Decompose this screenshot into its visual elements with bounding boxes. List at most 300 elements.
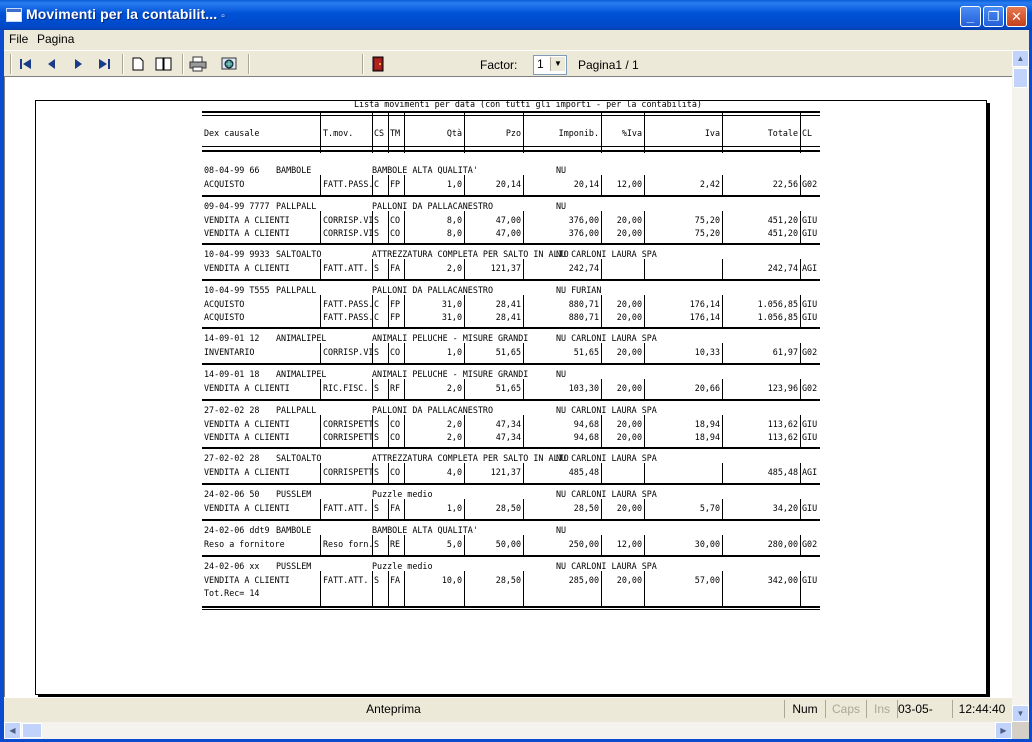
- group-header: [202, 165, 820, 177]
- column-header: Pzo: [505, 128, 521, 138]
- report-column-line: [800, 175, 801, 195]
- table-cell: S: [374, 263, 380, 273]
- report-column-line: [464, 343, 465, 363]
- group-header-field: ANIMALIPEL: [276, 369, 327, 379]
- table-cell: S: [374, 228, 380, 238]
- toolbar: [4, 50, 1012, 78]
- group-header-field: 14-09-01 12: [204, 333, 260, 343]
- factor-label: Factor:: [480, 58, 518, 72]
- status-time: 12:44:40: [952, 700, 1011, 718]
- group-header-field: 08-04-99 66: [204, 165, 260, 175]
- group-header-field: NU: [556, 525, 567, 535]
- maximize-icon: ❐: [987, 9, 1000, 24]
- group-header: [202, 249, 820, 261]
- group-header-field: PUSSLEM: [276, 489, 312, 499]
- report-column-line: [372, 499, 373, 519]
- report-column-line: [464, 259, 465, 279]
- report-column-line: [388, 415, 389, 447]
- table-cell: 22,56: [772, 179, 798, 189]
- menu-file[interactable]: File: [9, 32, 29, 46]
- report-column-line: [372, 463, 373, 483]
- report-column-line: [601, 295, 602, 327]
- first-page-icon[interactable]: [16, 54, 36, 74]
- report-column-line: [320, 259, 321, 279]
- group-header-field: NU: [556, 165, 567, 175]
- group-header-field: NU CARLONI LAURA SPA: [556, 333, 657, 343]
- table-cell: 8,0: [446, 228, 462, 238]
- table-cell: CO: [390, 347, 401, 357]
- table-cell: 12,00: [616, 539, 642, 549]
- table-cell: 123,96: [767, 383, 798, 393]
- status-num: Num: [784, 700, 825, 718]
- report-column-line: [388, 463, 389, 483]
- toolbar-separator: [362, 54, 364, 74]
- table-cell: 2,42: [699, 179, 720, 189]
- table-cell: 8,0: [446, 215, 462, 225]
- report-column-line: [722, 415, 723, 447]
- table-cell: 176,14: [689, 299, 720, 309]
- table-row: [202, 419, 820, 431]
- table-cell: 28,41: [495, 312, 521, 322]
- group-header-field: NU FURIAN: [556, 285, 602, 295]
- group-header-field: 27-02-02 28: [204, 405, 260, 415]
- table-cell: CORRISPETT: [323, 467, 374, 477]
- table-cell: 250,00: [568, 539, 599, 549]
- group-header-field: PALLPALL: [276, 201, 317, 211]
- report-rule: [202, 399, 820, 401]
- group-header: [202, 285, 820, 297]
- group-header-field: NU CARLONI LAURA SPA: [556, 453, 657, 463]
- status-bar: [0, 697, 1012, 722]
- vertical-scrollbar[interactable]: [1012, 50, 1029, 722]
- report-column-line: [800, 463, 801, 483]
- report-column-line: [404, 211, 405, 243]
- table-cell: 285,00: [568, 575, 599, 585]
- table-cell: CORRISP.VI: [323, 228, 374, 238]
- table-cell: 280,00: [767, 539, 798, 549]
- table-cell: 18,94: [694, 432, 720, 442]
- table-cell: 57,00: [694, 575, 720, 585]
- report-column-line: [388, 535, 389, 555]
- table-cell: CO: [390, 215, 401, 225]
- report-rule: [202, 327, 820, 329]
- table-cell: FA: [390, 263, 401, 273]
- report-column-line: [464, 295, 465, 327]
- group-header: [202, 201, 820, 213]
- export-icon[interactable]: [220, 54, 240, 74]
- report-column-line: [601, 343, 602, 363]
- vertical-scroll-thumb[interactable]: [1013, 68, 1028, 88]
- table-row: [202, 299, 820, 311]
- menu-pagina[interactable]: Pagina: [37, 32, 75, 46]
- status-date: 03-05-: [897, 700, 952, 718]
- table-cell: 113,62: [767, 432, 798, 442]
- table-cell: 376,00: [568, 228, 599, 238]
- table-cell: 28,50: [573, 503, 599, 513]
- report-column-line: [722, 175, 723, 195]
- report-column-line: [404, 259, 405, 279]
- maximize-button[interactable]: [983, 6, 1004, 27]
- table-cell: GIU: [802, 215, 818, 225]
- group-header-field: NU: [556, 369, 567, 379]
- table-cell: S: [374, 467, 380, 477]
- table-cell: VENDITA A CLIENTI: [204, 215, 290, 225]
- report-column-line: [644, 259, 645, 279]
- scroll-down-button[interactable]: ▼: [1012, 705, 1029, 722]
- report-rule: [202, 447, 820, 449]
- toolbar-separator: [182, 54, 184, 74]
- report-column-line: [372, 211, 373, 243]
- table-cell: 51,65: [495, 383, 521, 393]
- table-cell: Reso a fornitore: [204, 539, 285, 549]
- table-cell: GIU: [802, 575, 818, 585]
- group-header-field: PALLONI DA PALLACANESTRO: [372, 201, 494, 211]
- group-header-field: 24-02-06 50: [204, 489, 260, 499]
- scroll-up-button[interactable]: ▲: [1012, 50, 1029, 67]
- group-header-field: Puzzle medio: [372, 489, 433, 499]
- window-icon[interactable]: [6, 8, 22, 22]
- table-cell: CORRISP.VI: [323, 215, 374, 225]
- table-cell: 20,00: [616, 299, 642, 309]
- table-cell: 5,70: [699, 503, 720, 513]
- group-header-field: BAMBOLE ALTA QUALITA': [372, 525, 478, 535]
- report-column-line: [404, 175, 405, 195]
- report-column-line: [722, 571, 723, 606]
- report-column-line: [644, 175, 645, 195]
- column-header: TM: [390, 128, 401, 138]
- table-cell: C: [374, 179, 380, 189]
- table-cell: FATT.ATT.: [323, 575, 369, 585]
- table-cell: 94,68: [573, 432, 599, 442]
- table-cell: 10,0: [441, 575, 462, 585]
- table-cell: 28,41: [495, 299, 521, 309]
- table-cell: 1,0: [446, 179, 462, 189]
- table-cell: 451,20: [767, 228, 798, 238]
- report-rule: [202, 519, 820, 521]
- close-icon: ✕: [1011, 9, 1022, 24]
- table-cell: 75,20: [694, 215, 720, 225]
- report-column-line: [523, 535, 524, 555]
- column-header: T.mov.: [323, 128, 354, 138]
- group-header-field: 24-02-06 ddt9: [204, 525, 270, 535]
- report-column-line: [372, 571, 373, 606]
- report-rule: [202, 150, 820, 152]
- report-column-line: [800, 415, 801, 447]
- table-cell: 2,0: [446, 419, 462, 429]
- report-rule: [202, 115, 820, 116]
- report-column-line: [523, 211, 524, 243]
- group-header-field: 09-04-99 7777: [204, 201, 270, 211]
- table-cell: GIU: [802, 503, 818, 513]
- table-cell: 28,50: [495, 575, 521, 585]
- table-cell: S: [374, 432, 380, 442]
- exit-door-icon[interactable]: [368, 54, 388, 74]
- report-column-line: [800, 111, 801, 153]
- table-cell: 10,33: [694, 347, 720, 357]
- report-column-line: [320, 211, 321, 243]
- table-row: [202, 539, 820, 551]
- report-column-line: [523, 571, 524, 606]
- horizontal-scroll-thumb[interactable]: [22, 723, 42, 738]
- column-header: Imponib.: [558, 128, 599, 138]
- report-rule: [202, 279, 820, 281]
- report-column-line: [404, 295, 405, 327]
- report-column-line: [722, 295, 723, 327]
- menu-bar: [0, 30, 1032, 50]
- report-column-line: [722, 111, 723, 153]
- group-header-field: Puzzle medio: [372, 561, 433, 571]
- table-cell: VENDITA A CLIENTI: [204, 383, 290, 393]
- group-header-field: ANIMALI PELUCHE - MISURE GRANDI: [372, 369, 529, 379]
- table-cell: 1.056,85: [757, 312, 798, 322]
- report-column-line: [800, 211, 801, 243]
- group-header-field: NU CARLONI LAURA SPA: [556, 489, 657, 499]
- report-column-line: [464, 111, 465, 153]
- toolbar-grip: [10, 54, 12, 74]
- report-column-line: [523, 379, 524, 399]
- report-column-line: [372, 379, 373, 399]
- next-page-icon[interactable]: [68, 54, 88, 74]
- report-column-line: [464, 499, 465, 519]
- table-cell: G02: [802, 539, 818, 549]
- table-cell: VENDITA A CLIENTI: [204, 228, 290, 238]
- report-column-line: [601, 499, 602, 519]
- report-column-line: [800, 571, 801, 606]
- report-header: [202, 128, 820, 140]
- report-column-line: [601, 415, 602, 447]
- report-column-line: [601, 175, 602, 195]
- table-cell: S: [374, 539, 380, 549]
- report-column-line: [601, 571, 602, 606]
- scroll-left-button[interactable]: ◀: [4, 722, 21, 739]
- report-column-line: [320, 111, 321, 153]
- table-cell: 4,0: [446, 467, 462, 477]
- table-cell: 20,00: [616, 419, 642, 429]
- table-cell: S: [374, 383, 380, 393]
- title-bar[interactable]: [0, 0, 1032, 30]
- table-cell: ACQUISTO: [204, 179, 245, 189]
- group-header-field: ATTREZZATURA COMPLETA PER SALTO IN ALTO: [372, 249, 569, 259]
- close-button[interactable]: [1006, 6, 1027, 27]
- factor-value: 1: [537, 57, 544, 71]
- report-column-line: [388, 499, 389, 519]
- table-cell: S: [374, 575, 380, 585]
- table-cell: 5,0: [446, 539, 462, 549]
- table-cell: 51,65: [573, 347, 599, 357]
- group-header-field: BAMBOLE: [276, 525, 312, 535]
- table-cell: 2,0: [446, 383, 462, 393]
- total-records-text: Tot.Rec= 14: [204, 588, 260, 598]
- report-column-line: [464, 571, 465, 606]
- table-cell: VENDITA A CLIENTI: [204, 419, 290, 429]
- table-cell: FP: [390, 179, 401, 189]
- report-column-line: [404, 535, 405, 555]
- group-header-field: 14-09-01 18: [204, 369, 260, 379]
- table-cell: 880,71: [568, 299, 599, 309]
- horizontal-scrollbar[interactable]: [4, 722, 1012, 739]
- report-column-line: [388, 175, 389, 195]
- group-header-field: SALTOALTO: [276, 249, 322, 259]
- table-cell: FP: [390, 312, 401, 322]
- report-column-line: [404, 111, 405, 153]
- status-ins: Ins: [866, 700, 897, 718]
- table-cell: AGI: [802, 263, 818, 273]
- two-pages-icon[interactable]: [154, 54, 174, 74]
- table-cell: 50,00: [495, 539, 521, 549]
- group-header-field: SALTOALTO: [276, 453, 322, 463]
- window-title: [26, 6, 225, 22]
- window-title-text: Movimenti per la contabilit...: [26, 6, 218, 22]
- table-row: [202, 575, 820, 587]
- column-header: Iva: [704, 128, 720, 138]
- table-cell: 20,00: [616, 575, 642, 585]
- table-row: [202, 179, 820, 191]
- table-cell: 485,48: [568, 467, 599, 477]
- group-header-field: PUSSLEM: [276, 561, 312, 571]
- table-cell: 451,20: [767, 215, 798, 225]
- report-column-line: [372, 175, 373, 195]
- report-column-line: [722, 259, 723, 279]
- table-row: [202, 347, 820, 359]
- chevron-down-icon[interactable]: ▼: [550, 57, 565, 71]
- report-column-line: [388, 379, 389, 399]
- group-header-field: PALLPALL: [276, 285, 317, 295]
- print-icon[interactable]: [188, 54, 208, 74]
- table-row: [202, 432, 820, 444]
- report-column-line: [523, 111, 524, 153]
- table-cell: 342,00: [767, 575, 798, 585]
- table-cell: 20,00: [616, 347, 642, 357]
- report-column-line: [320, 535, 321, 555]
- report-column-line: [601, 211, 602, 243]
- table-cell: 242,74: [767, 263, 798, 273]
- report-column-line: [644, 343, 645, 363]
- table-cell: GIU: [802, 299, 818, 309]
- report-column-line: [320, 379, 321, 399]
- report-rule: [202, 483, 820, 485]
- group-header-field: 27-02-02 28: [204, 453, 260, 463]
- table-cell: VENDITA A CLIENTI: [204, 503, 290, 513]
- table-cell: G02: [802, 179, 818, 189]
- table-cell: 61,97: [772, 347, 798, 357]
- prev-page-icon[interactable]: [42, 54, 62, 74]
- table-cell: CO: [390, 432, 401, 442]
- group-header-field: PALLONI DA PALLACANESTRO: [372, 285, 494, 295]
- table-row: [202, 383, 820, 395]
- report-column-line: [800, 295, 801, 327]
- table-row: [202, 503, 820, 515]
- single-page-icon[interactable]: [128, 54, 148, 74]
- scroll-right-button[interactable]: ▶: [995, 722, 1012, 739]
- report-column-line: [372, 295, 373, 327]
- table-cell: AGI: [802, 467, 818, 477]
- column-header: CL: [802, 128, 813, 138]
- table-cell: INVENTARIO: [204, 347, 255, 357]
- report-column-line: [320, 415, 321, 447]
- table-cell: 2,0: [446, 263, 462, 273]
- report-column-line: [464, 535, 465, 555]
- table-cell: 20,00: [616, 215, 642, 225]
- table-cell: 113,62: [767, 419, 798, 429]
- report-column-line: [523, 175, 524, 195]
- report-column-line: [464, 463, 465, 483]
- report-rule: [202, 111, 820, 113]
- table-cell: FATT.PASS.: [323, 179, 374, 189]
- report-column-line: [320, 295, 321, 327]
- report-column-line: [320, 571, 321, 606]
- table-cell: 47,00: [495, 228, 521, 238]
- column-header: Dex causale: [204, 128, 260, 138]
- report-column-line: [464, 211, 465, 243]
- report-column-line: [722, 499, 723, 519]
- report-column-line: [644, 415, 645, 447]
- report-column-line: [320, 175, 321, 195]
- report-column-line: [722, 211, 723, 243]
- table-cell: 1,0: [446, 503, 462, 513]
- print-preview-area[interactable]: [4, 76, 1013, 698]
- column-header: Qtà: [446, 128, 462, 138]
- table-row: [202, 228, 820, 240]
- group-header: [202, 489, 820, 501]
- table-cell: S: [374, 347, 380, 357]
- report-rule: [202, 606, 820, 608]
- group-header-field: BAMBOLE ALTA QUALITA': [372, 165, 478, 175]
- table-cell: ACQUISTO: [204, 312, 245, 322]
- report-column-line: [388, 111, 389, 153]
- table-cell: 20,14: [573, 179, 599, 189]
- last-page-icon[interactable]: [94, 54, 114, 74]
- table-cell: ACQUISTO: [204, 299, 245, 309]
- table-cell: S: [374, 215, 380, 225]
- table-cell: 1,0: [446, 347, 462, 357]
- table-cell: G02: [802, 383, 818, 393]
- report-rule: [202, 609, 820, 610]
- table-cell: 103,30: [568, 383, 599, 393]
- minimize-button[interactable]: [960, 6, 981, 27]
- report-column-line: [464, 379, 465, 399]
- table-cell: FATT.ATT.: [323, 503, 369, 513]
- report-column-line: [644, 295, 645, 327]
- table-cell: G02: [802, 347, 818, 357]
- factor-select[interactable]: [533, 55, 567, 75]
- table-cell: C: [374, 312, 380, 322]
- group-header-field: NU CARLONI LAURA SPA: [556, 405, 657, 415]
- report-column-line: [722, 535, 723, 555]
- report-column-line: [644, 535, 645, 555]
- toolbar-separator: [122, 54, 124, 74]
- group-header-field: NU CARLONI LAURA SPA: [556, 249, 657, 259]
- report-column-line: [404, 415, 405, 447]
- report-rule: [202, 195, 820, 197]
- report-column-line: [722, 343, 723, 363]
- table-cell: 30,00: [694, 539, 720, 549]
- page-indicator: Pagina1 / 1: [578, 58, 639, 72]
- table-cell: RF: [390, 383, 401, 393]
- group-header-field: 10-04-99 9933: [204, 249, 270, 259]
- table-cell: S: [374, 419, 380, 429]
- report-column-line: [372, 343, 373, 363]
- report-column-line: [320, 499, 321, 519]
- status-caps: Caps: [825, 700, 866, 718]
- group-header-field: ANIMALI PELUCHE - MISURE GRANDI: [372, 333, 529, 343]
- table-cell: 121,37: [490, 467, 521, 477]
- report-column-line: [404, 343, 405, 363]
- group-header: [202, 333, 820, 345]
- table-cell: CO: [390, 467, 401, 477]
- report-column-line: [372, 415, 373, 447]
- status-text: Anteprima: [366, 702, 421, 716]
- report-column-line: [800, 343, 801, 363]
